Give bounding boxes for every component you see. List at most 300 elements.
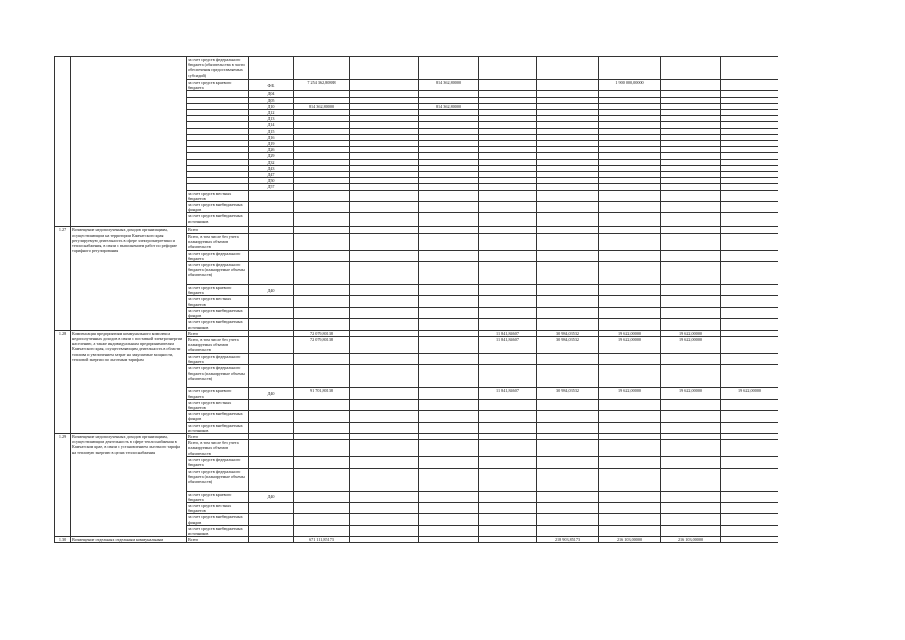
funding-source-label: за счет средств федерального бюджета (планируемые объемы обязательств) [187, 468, 249, 491]
amount-cell [661, 411, 721, 422]
amount-cell [294, 262, 350, 285]
budget-code [249, 399, 294, 410]
table-row [55, 537, 779, 543]
amount-cell [479, 422, 537, 433]
amount-cell [661, 213, 721, 227]
amount-cell [661, 514, 721, 525]
amount-cell [599, 525, 661, 536]
amount-cell [294, 285, 350, 296]
amount-cell [721, 250, 779, 261]
funding-source-label: за счет средств внебюджетных фондов [187, 202, 249, 213]
budget-code [249, 411, 294, 422]
funding-source-label: Всего, в том числе без учета планируемых объемов обязательств [187, 336, 249, 353]
amount-cell [721, 399, 779, 410]
amount-cell [294, 514, 350, 525]
budget-code [249, 440, 294, 457]
funding-source-label: за счет средств федерального бюджета [187, 457, 249, 468]
amount-cell [537, 262, 599, 285]
amount-cell: 19 622,00000 [661, 336, 721, 353]
amount-cell [537, 250, 599, 261]
amount-cell [537, 213, 599, 227]
amount-cell [294, 411, 350, 422]
budget-code: Д50 [249, 178, 294, 184]
funding-source-label: Всего, в том числе без учета планируемых объемов обязательств [187, 233, 249, 250]
amount-cell [537, 468, 599, 491]
funding-source-label: за счет средств внебюджетных источников [187, 319, 249, 330]
row-title-cell [71, 57, 187, 227]
amount-cell: 814 362,80000 [419, 80, 479, 91]
amount-cell [661, 307, 721, 318]
amount-cell [294, 525, 350, 536]
funding-source-label: за счет средств внебюджетных источников [187, 525, 249, 536]
amount-cell [721, 422, 779, 433]
amount-cell: 19 622,00000 [721, 388, 779, 399]
section-number: 1.27 [55, 227, 71, 330]
amount-cell [721, 213, 779, 227]
amount-cell [661, 57, 721, 80]
amount-cell [721, 307, 779, 318]
amount-cell [661, 525, 721, 536]
amount-cell [599, 250, 661, 261]
amount-cell [599, 440, 661, 457]
amount-cell [721, 262, 779, 285]
budget-code: Д15 [249, 128, 294, 134]
amount-cell [479, 399, 537, 410]
amount-cell [479, 411, 537, 422]
amount-cell [419, 440, 479, 457]
budget-code: Д47 [249, 172, 294, 178]
amount-cell [419, 190, 479, 201]
funding-source-label: за счет средств местных бюджетов [187, 399, 249, 410]
budget-code: Д57 [249, 184, 294, 190]
section-title: Возмещение отдельных отдельным коммунальным [71, 537, 187, 543]
funding-source-label: за счет средств местных бюджетов [187, 296, 249, 307]
amount-cell [599, 468, 661, 491]
funding-source-label: Всего [187, 433, 249, 439]
amount-cell [599, 202, 661, 213]
amount-cell: 7 254 362,80888 [294, 80, 350, 91]
amount-cell [537, 353, 599, 364]
budget-code [249, 202, 294, 213]
amount-cell [661, 440, 721, 457]
section-number: 1.29 [55, 433, 71, 536]
budget-code: Д10 [249, 103, 294, 109]
funding-source-label: за счет средств местных бюджетов [187, 190, 249, 201]
amount-cell: 91 701,80138 [294, 388, 350, 399]
amount-cell [721, 353, 779, 364]
budget-code [249, 525, 294, 536]
amount-cell [599, 285, 661, 296]
amount-cell [721, 202, 779, 213]
budget-code [249, 319, 294, 330]
amount-cell [661, 399, 721, 410]
amount-cell [479, 262, 537, 285]
amount-cell: 72 079,80138 [294, 330, 350, 336]
amount-cell [721, 319, 779, 330]
budget-code: Д40 [249, 285, 294, 296]
amount-cell [294, 202, 350, 213]
amount-cell [419, 514, 479, 525]
amount-cell [537, 57, 599, 80]
amount-cell: 11 841,84607 [479, 388, 537, 399]
amount-cell [721, 80, 779, 91]
amount-cell [479, 296, 537, 307]
funding-source-label: за счет средств внебюджетных источников [187, 422, 249, 433]
amount-cell [599, 190, 661, 201]
amount-cell [721, 468, 779, 491]
amount-cell [419, 411, 479, 422]
funding-source-label: за счет средств краевого бюджета [187, 491, 249, 502]
amount-cell [419, 296, 479, 307]
amount-cell [419, 422, 479, 433]
amount-cell [721, 491, 779, 502]
budget-code [249, 262, 294, 285]
amount-cell [537, 422, 599, 433]
amount-cell [294, 307, 350, 318]
budget-code: Д13 [249, 116, 294, 122]
funding-source-label: Всего [187, 537, 249, 543]
amount-cell [479, 491, 537, 502]
amount-cell [294, 422, 350, 433]
amount-cell [599, 491, 661, 502]
amount-cell [294, 468, 350, 491]
amount-cell [350, 502, 419, 513]
budget-code: Д05 [249, 97, 294, 103]
amount-cell: 218 903,85173 [537, 537, 599, 543]
funding-source-label: за счет средств краевого бюджета [187, 285, 249, 296]
amount-cell [350, 525, 419, 536]
amount-cell [350, 319, 419, 330]
budget-code [249, 502, 294, 513]
amount-cell [721, 57, 779, 80]
amount-cell [419, 262, 479, 285]
funding-source-label: за счет средств федерального бюджета (обязательства в части обеспечения предоставляемых субсидий) [187, 57, 249, 80]
amount-cell [479, 307, 537, 318]
amount-cell [721, 440, 779, 457]
amount-cell [537, 411, 599, 422]
section-title: Возмещение недополученных доходов организациям, осуществляющим деятельность в сфере теплоснабжения в Камчатском крае, в связи с установлением льготного тарифа на тепловую энергию в целях теплоснабжения [71, 433, 187, 536]
amount-cell [537, 202, 599, 213]
amount-cell: 216 103,00000 [599, 537, 661, 543]
amount-cell: 30 984,03532 [537, 388, 599, 399]
funding-source-label: за счет средств краевого бюджета [187, 388, 249, 399]
amount-cell [294, 440, 350, 457]
amount-cell [419, 57, 479, 80]
amount-cell [294, 190, 350, 201]
amount-cell [419, 307, 479, 318]
funding-source-label: Всего [187, 330, 249, 336]
amount-cell [350, 285, 419, 296]
budget-code: Д04 [249, 91, 294, 97]
amount-cell [350, 422, 419, 433]
amount-cell [661, 202, 721, 213]
budget-code: Д32 [249, 159, 294, 165]
amount-cell: 19 622,00000 [599, 336, 661, 353]
amount-cell [599, 502, 661, 513]
amount-cell [350, 250, 419, 261]
amount-cell: 30 984,03532 [537, 336, 599, 353]
amount-cell [661, 262, 721, 285]
row-number-cell [55, 57, 71, 227]
budget-code: Д14 [249, 122, 294, 128]
budget-code [249, 514, 294, 525]
funding-source-label: за счет средств федерального бюджета (планируемые объемы обязательств) [187, 262, 249, 285]
amount-cell [661, 190, 721, 201]
amount-cell [294, 296, 350, 307]
section-number: 1.30 [55, 537, 71, 543]
amount-cell [350, 365, 419, 388]
amount-cell [479, 514, 537, 525]
amount-cell [294, 213, 350, 227]
budget-code [249, 250, 294, 261]
amount-cell: 19 622,00000 [599, 330, 661, 336]
amount-cell: 814 362,80000 [294, 103, 350, 109]
amount-cell [350, 514, 419, 525]
amount-cell [599, 353, 661, 364]
amount-cell [419, 388, 479, 399]
funding-source-label: Всего [187, 227, 249, 233]
amount-cell [599, 213, 661, 227]
amount-cell [350, 233, 419, 250]
amount-cell [661, 250, 721, 261]
amount-cell: 671 111,85173 [294, 537, 350, 543]
amount-cell [721, 457, 779, 468]
budget-code: Д29 [249, 153, 294, 159]
amount-cell [599, 514, 661, 525]
amount-cell [479, 502, 537, 513]
amount-cell [537, 491, 599, 502]
amount-cell: 216 103,00000 [661, 537, 721, 543]
amount-cell [350, 399, 419, 410]
amount-cell: 30 984,03532 [537, 330, 599, 336]
amount-cell: 11 841,84607 [479, 336, 537, 353]
funding-source-label: за счет средств внебюджетных фондов [187, 411, 249, 422]
amount-cell [479, 457, 537, 468]
amount-cell [721, 502, 779, 513]
amount-cell [350, 537, 419, 543]
amount-cell: 19 622,00000 [599, 388, 661, 399]
amount-cell [419, 213, 479, 227]
amount-cell [479, 190, 537, 201]
amount-cell: 19 622,00000 [661, 330, 721, 336]
funding-source-label: за счет средств внебюджетных фондов [187, 514, 249, 525]
amount-cell [350, 440, 419, 457]
amount-cell [661, 422, 721, 433]
budget-code: Д40 [249, 388, 294, 399]
amount-cell [537, 307, 599, 318]
amount-cell [721, 336, 779, 353]
amount-cell [350, 307, 419, 318]
amount-cell: 11 841,84607 [479, 330, 537, 336]
budget-code [249, 233, 294, 250]
budget-table-page [54, 56, 778, 612]
funding-source-label: за счет средств местных бюджетов [187, 502, 249, 513]
amount-cell [479, 233, 537, 250]
amount-cell [350, 57, 419, 80]
amount-cell [350, 213, 419, 227]
amount-cell [294, 502, 350, 513]
amount-cell [479, 537, 537, 543]
amount-cell [599, 57, 661, 80]
amount-cell [661, 285, 721, 296]
budget-code: Д16 [249, 134, 294, 140]
amount-cell [479, 365, 537, 388]
amount-cell [537, 457, 599, 468]
budget-code [249, 213, 294, 227]
amount-cell [294, 233, 350, 250]
amount-cell [419, 537, 479, 543]
amount-cell [661, 80, 721, 91]
amount-cell [537, 365, 599, 388]
amount-cell [419, 353, 479, 364]
amount-cell [419, 250, 479, 261]
amount-cell [599, 399, 661, 410]
funding-source-label: за счет средств федерального бюджета [187, 250, 249, 261]
amount-cell [721, 285, 779, 296]
amount-cell [537, 399, 599, 410]
amount-cell [537, 80, 599, 91]
section-title: Компенсация предприятиям коммунального комплекса недополученных доходов в связи с поставкой электроэнергии населению, а также индивидуальным предпринимателям Камчатского края, осуществляющим деятельность в области топлива и увеличением затрат на закупаемые мощности, тепловой энергии по льготным тарифам [71, 330, 187, 433]
budget-code: Д19 [249, 141, 294, 147]
budget-code: Д43 [249, 165, 294, 171]
amount-cell [419, 202, 479, 213]
budget-table [54, 56, 778, 543]
budget-code [249, 457, 294, 468]
amount-cell [350, 336, 419, 353]
amount-cell [599, 307, 661, 318]
amount-cell [350, 262, 419, 285]
amount-cell [661, 457, 721, 468]
budget-code [249, 468, 294, 491]
amount-cell [350, 353, 419, 364]
amount-cell [721, 537, 779, 543]
amount-cell [350, 411, 419, 422]
amount-cell [419, 365, 479, 388]
amount-cell [599, 319, 661, 330]
section-number: 1.28 [55, 330, 71, 433]
amount-cell [294, 491, 350, 502]
amount-cell [294, 399, 350, 410]
section-title: Возмещение недополученных доходов организациям, осуществляющим на территории Камчатского края регулируемую деятельность в сфере электроэнергетики и теплоснабжения, в связи с выполнением работ по реформе тарифного регулирования [71, 227, 187, 330]
amount-cell [537, 502, 599, 513]
budget-code [249, 336, 294, 353]
funding-source-label: за счет средств краевого бюджета [187, 80, 249, 91]
amount-cell [599, 365, 661, 388]
amount-cell [479, 285, 537, 296]
amount-cell [721, 296, 779, 307]
amount-cell [537, 190, 599, 201]
amount-cell [721, 365, 779, 388]
amount-cell [479, 202, 537, 213]
amount-cell [479, 57, 537, 80]
amount-cell [537, 319, 599, 330]
budget-code [249, 296, 294, 307]
table-row [55, 57, 779, 80]
amount-cell [419, 285, 479, 296]
amount-cell [721, 525, 779, 536]
amount-cell [721, 190, 779, 201]
funding-source-label: Всего, в том числе без учета планируемых объемов обязательств [187, 440, 249, 457]
amount-cell [661, 365, 721, 388]
amount-cell [661, 502, 721, 513]
amount-cell [661, 233, 721, 250]
amount-cell [350, 190, 419, 201]
amount-cell [350, 457, 419, 468]
budget-code: Д12 [249, 110, 294, 116]
amount-cell [350, 296, 419, 307]
amount-cell [350, 468, 419, 491]
budget-code: Д40 [249, 491, 294, 502]
funding-source-label: за счет средств федерального бюджета (планируемые объемы обязательств) [187, 365, 249, 388]
amount-cell [661, 353, 721, 364]
amount-cell [294, 250, 350, 261]
amount-cell [479, 250, 537, 261]
amount-cell [294, 319, 350, 330]
amount-cell [599, 262, 661, 285]
amount-cell [537, 233, 599, 250]
amount-cell [599, 296, 661, 307]
budget-code: Ф/Б [249, 80, 294, 91]
budget-code [249, 57, 294, 80]
amount-cell: 19 622,00000 [661, 388, 721, 399]
budget-code [249, 365, 294, 388]
amount-cell [721, 514, 779, 525]
amount-cell: 72 079,80138 [294, 336, 350, 353]
amount-cell [479, 525, 537, 536]
amount-cell [479, 353, 537, 364]
budget-code [249, 190, 294, 201]
amount-cell [350, 388, 419, 399]
amount-cell [419, 399, 479, 410]
funding-source-label: за счет средств федерального бюджета [187, 353, 249, 364]
amount-cell [419, 319, 479, 330]
amount-cell [419, 233, 479, 250]
amount-cell [419, 491, 479, 502]
amount-cell [294, 57, 350, 80]
amount-cell [350, 80, 419, 91]
amount-cell [537, 440, 599, 457]
amount-cell [419, 502, 479, 513]
amount-cell: 814 362,80000 [419, 103, 479, 109]
budget-code [249, 353, 294, 364]
funding-source-label: за счет средств внебюджетных источников [187, 213, 249, 227]
amount-cell [419, 457, 479, 468]
amount-cell [599, 411, 661, 422]
budget-code [249, 422, 294, 433]
amount-cell [479, 319, 537, 330]
amount-cell [479, 440, 537, 457]
amount-cell [294, 365, 350, 388]
amount-cell [294, 353, 350, 364]
amount-cell [721, 233, 779, 250]
amount-cell [661, 491, 721, 502]
amount-cell [479, 80, 537, 91]
amount-cell: 1 900 000,00000 [599, 80, 661, 91]
funding-source-label: за счет средств внебюджетных фондов [187, 307, 249, 318]
amount-cell [599, 457, 661, 468]
amount-cell [599, 233, 661, 250]
amount-cell [661, 319, 721, 330]
amount-cell [479, 468, 537, 491]
budget-code: Д26 [249, 147, 294, 153]
amount-cell [419, 336, 479, 353]
amount-cell [350, 202, 419, 213]
amount-cell [661, 296, 721, 307]
budget-code [249, 307, 294, 318]
amount-cell [537, 525, 599, 536]
amount-cell [537, 296, 599, 307]
amount-cell [599, 422, 661, 433]
